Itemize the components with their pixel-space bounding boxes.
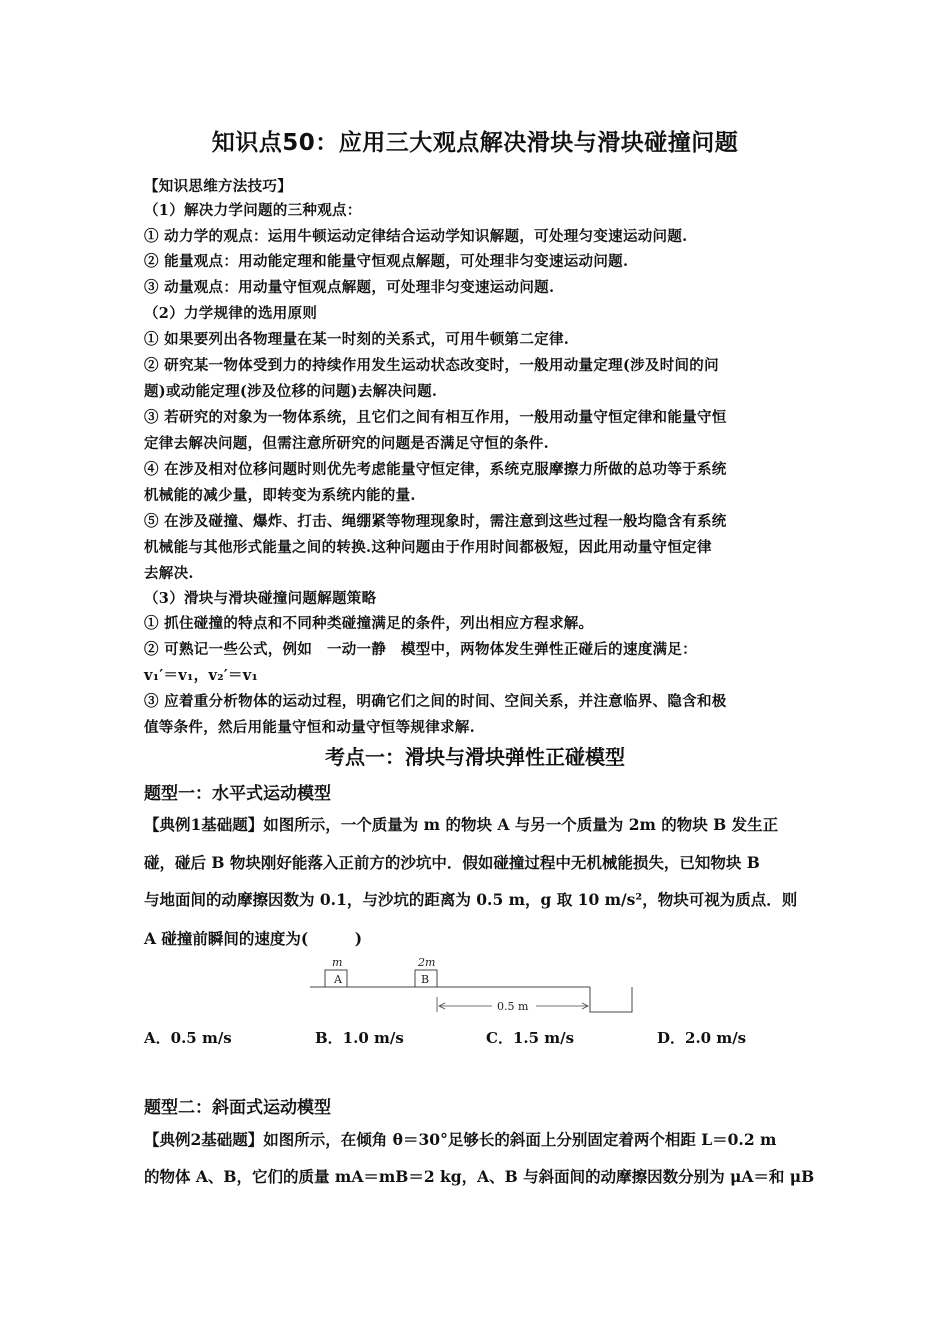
page-title: 知识点50：应用三大观点解决滑块与滑块碰撞问题 — [211, 130, 739, 156]
text-line: 定律去解决问题，但需注意所研究的问题是否满足守恒的条件. — [144, 435, 549, 452]
text-line: 去解决. — [144, 565, 194, 582]
text-line: ① 动力学的观点：运用牛顿运动定律结合运动学知识解题，可处理匀变速运动问题. — [144, 228, 688, 245]
text-line: 题)或动能定理(涉及位移的问题)去解决问题. — [144, 383, 438, 400]
option-b: B．1.0 m/s — [315, 1029, 404, 1047]
section-label: 【知识思维方法技巧】 — [144, 178, 292, 195]
label-mass-b: 2m — [418, 956, 436, 969]
text-line: ④ 在涉及相对位移问题时则优先考虑能量守恒定律，系统克服摩擦力所做的总功等于系统 — [144, 461, 727, 478]
question-type-heading: 题型二：斜面式运动模型 — [144, 1098, 331, 1118]
example-text-line: A 碰撞前瞬间的速度为( ) — [144, 929, 363, 948]
text-line: （2）力学规律的选用原则 — [144, 305, 318, 322]
text-line: ① 抓住碰撞的特点和不同种类碰撞满足的条件，列出相应方程求解。 — [144, 615, 594, 632]
question-type-heading: 题型一：水平式运动模型 — [144, 784, 331, 804]
text-line: 机械能与其他形式能量之间的转换.这种问题由于作用时间都极短，因此用动量守恒定律 — [144, 539, 712, 556]
sand-pit — [590, 987, 632, 1012]
text-line: 机械能的减少量，即转变为系统内能的量. — [144, 487, 416, 504]
block-b-label: B — [421, 973, 430, 986]
text-line: ③ 若研究的对象为一物体系统，且它们之间有相互作用，一般用动量守恒定律和能量守恒 — [144, 409, 727, 426]
formula-line: v₁′＝v₁，v₂′＝v₁ — [144, 667, 259, 684]
text-line: （1）解决力学问题的三种观点： — [144, 202, 362, 219]
text-line: （3）滑块与滑块碰撞问题解题策略 — [144, 590, 377, 607]
example-text-line: 碰，碰后 B 物块刚好能落入正前方的沙坑中．假如碰撞过程中无机械能损失，已知物块 B — [144, 853, 760, 872]
example-text-line: 【典例2基础题】如图所示，在倾角 θ＝30°足够长的斜面上分别固定着两个相距 L＝0.2 m — [144, 1130, 777, 1149]
text-line: ② 可熟记一些公式，例如 一动一静 模型中，两物体发生弹性正碰后的速度满足： — [144, 641, 697, 658]
section-heading: 考点一：滑块与滑块弹性正碰模型 — [325, 745, 625, 769]
option-a: A．0.5 m/s — [144, 1029, 232, 1047]
text-line: 值等条件，然后用能量守恒和动量守恒等规律求解. — [144, 719, 475, 736]
text-line: ② 研究某一物体受到力的持续作用发生运动状态改变时，一般用动量定理(涉及时间的问 — [144, 357, 719, 374]
text-line: ⑤ 在涉及碰撞、爆炸、打击、绳绷紧等物理现象时，需注意到这些过程一般均隐含有系统 — [144, 513, 727, 530]
block-a-label: A — [334, 973, 342, 986]
example-text-line: 与地面间的动摩擦因数为 0.1，与沙坑的距离为 0.5 m，g 取 10 m/s²，物块可视为质点．则 — [144, 890, 798, 909]
option-c: C．1.5 m/s — [486, 1029, 575, 1047]
text-line: ③ 动量观点：用动量守恒观点解题，可处理非匀变速运动问题. — [144, 279, 555, 296]
option-d: D．2.0 m/s — [657, 1029, 747, 1047]
text-line: ① 如果要列出各物理量在某一时刻的关系式，可用牛顿第二定律. — [144, 331, 570, 348]
example-text-line: 【典例1基础题】如图所示，一个质量为 m 的物块 A 与另一个质量为 2m 的物块 B 发生正 — [144, 815, 779, 834]
text-line: ③ 应着重分析物体的运动过程，明确它们之间的时间、空间关系，并注意临界、隐含和极 — [144, 693, 727, 710]
text-line: ② 能量观点：用动能定理和能量守恒观点解题，可处理非匀变速运动问题. — [144, 253, 629, 270]
example-text-line: 的物体 A、B，它们的质量 mA＝mB＝2 kg，A、B 与斜面间的动摩擦因数分别为 μA＝和 μB — [144, 1167, 815, 1186]
collision-diagram — [300, 952, 640, 1022]
label-mass-a: m — [332, 956, 343, 969]
distance-label: 0.5 m — [497, 1000, 529, 1013]
